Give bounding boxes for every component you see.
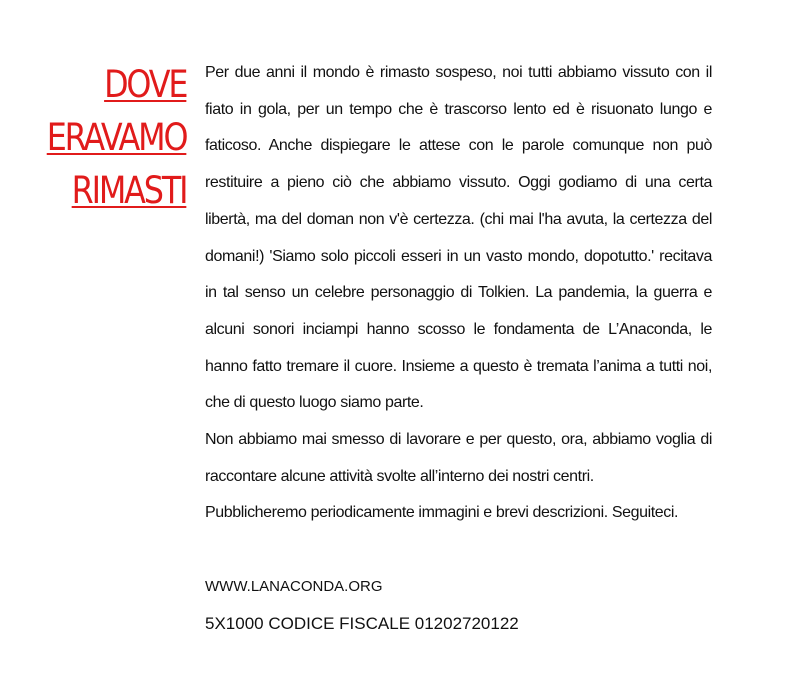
paragraph-intro: Per due anni il mondo è rimasto sospeso, noi tutti abbiamo vissuto con il fiato in gola, per un tempo che è trascorso lento ed è risuonato lungo e faticoso. Anche dispiegare le attese con le parole comunque non può restituire a pieno ciò che abbiamo vissuto. Oggi godiamo di una certa libertà, ma del doman non v'è certezza. (chi mai l'ha avuta, la certezza del domani!) 'Siamo solo piccoli esseri in un vasto mondo, dopotutto.' recitava in tal senso un celebre personaggio di Tolkien. La pandemia, la guerra e alcuni sonori inciampi hanno scosso le fondamenta de L’Anaconda, le hanno fatto tremare il cuore. Insieme a questo è tremata l’anima a tutti noi, che di questo luogo siamo parte. xyxy=(205,64,712,412)
paragraph-activities: Non abbiamo mai smesso di lavorare e per questo, ora, abbiamo voglia di raccontare alcune attività svolte all’interno dei nostri centri. xyxy=(205,431,712,485)
website-link[interactable]: WWW.LANACONDA.ORG xyxy=(205,577,383,595)
title-line-2: ERAVAMO xyxy=(46,116,186,159)
title-line-3: RIMASTI xyxy=(71,169,186,212)
paragraph-follow: Pubblicheremo periodicamente immagini e brevi descrizioni. Seguiteci. xyxy=(205,504,679,522)
article-body xyxy=(205,55,712,642)
page-title xyxy=(46,58,186,217)
title-line-1: DOVE xyxy=(103,63,186,106)
spacer xyxy=(205,532,712,569)
fiscal-code: 5X1000 CODICE FISCALE 01202720122 xyxy=(205,613,519,633)
